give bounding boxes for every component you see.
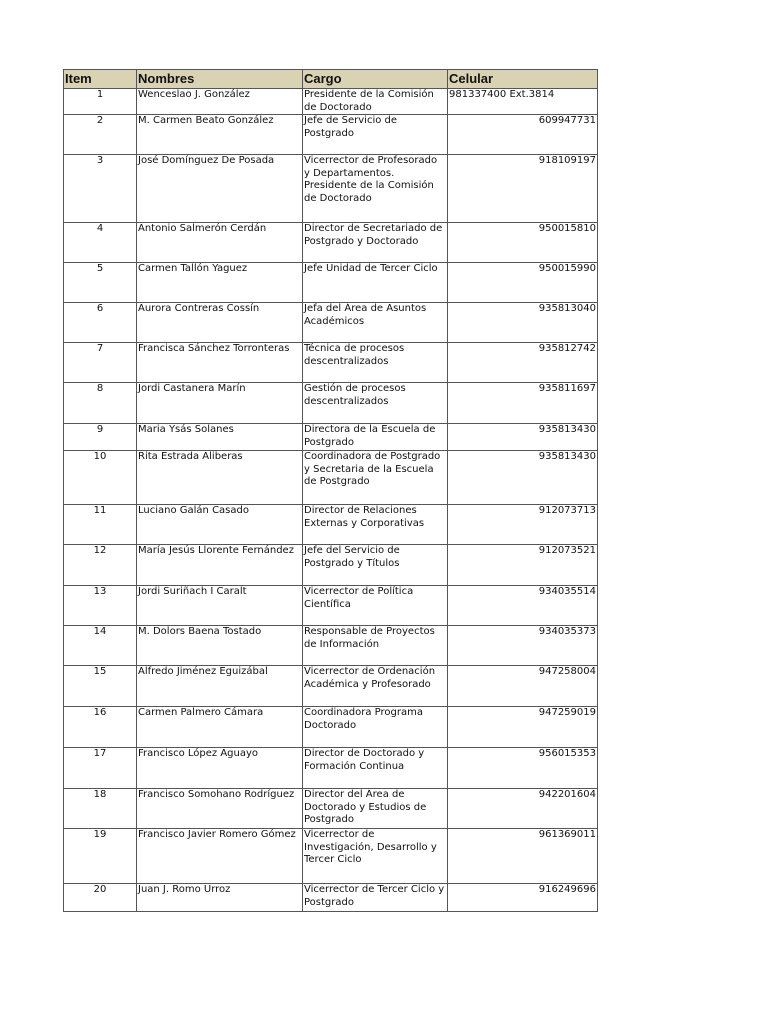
celular-cell: 935813040 <box>448 303 598 343</box>
table-row <box>64 424 598 451</box>
celular-cell: 912073713 <box>448 505 598 545</box>
item-cell: 7 <box>64 343 137 383</box>
contacts-table <box>63 69 598 912</box>
celular-cell: 942201604 <box>448 789 598 829</box>
cargo-cell: Gestión de procesos descentralizados <box>303 383 448 424</box>
table-row <box>64 303 598 343</box>
item-cell: 16 <box>64 707 137 748</box>
celular-cell: 935813430 <box>448 451 598 505</box>
item-cell: 6 <box>64 303 137 343</box>
cargo-cell: Vicerrector de Ordenación Académica y Profesorado <box>303 666 448 707</box>
table-row <box>64 451 598 505</box>
header-celular: Celular <box>448 70 598 89</box>
item-cell: 5 <box>64 263 137 303</box>
table-row <box>64 263 598 303</box>
table-row <box>64 586 598 626</box>
item-cell: 20 <box>64 884 137 912</box>
cargo-cell: Coordinadora de Postgrado y Secretaria de la Escuela de Postgrado <box>303 451 448 505</box>
cargo-cell: Jefe de Servicio de Postgrado <box>303 115 448 155</box>
table-row <box>64 545 598 586</box>
table-row <box>64 884 598 912</box>
item-cell: 4 <box>64 223 137 263</box>
item-cell: 18 <box>64 789 137 829</box>
celular-cell: 912073521 <box>448 545 598 586</box>
item-cell: 2 <box>64 115 137 155</box>
nombres-cell: Carmen Tallón Yaguez <box>137 263 303 303</box>
celular-cell: 961369011 <box>448 829 598 884</box>
cargo-cell: Presidente de la Comisión de Doctorado <box>303 89 448 115</box>
celular-cell: 935813430 <box>448 424 598 451</box>
item-cell: 9 <box>64 424 137 451</box>
table-body <box>64 89 598 912</box>
table-row <box>64 707 598 748</box>
celular-cell: 918109197 <box>448 155 598 223</box>
nombres-cell: Maria Ysás Solanes <box>137 424 303 451</box>
table-row <box>64 666 598 707</box>
cargo-cell: Director de Relaciones Externas y Corporativas <box>303 505 448 545</box>
celular-cell: 950015810 <box>448 223 598 263</box>
table-row <box>64 155 598 223</box>
nombres-cell: José Domínguez De Posada <box>137 155 303 223</box>
cargo-cell: Director del Área de Doctorado y Estudios de Postgrado <box>303 789 448 829</box>
cargo-cell: Vicerrector de Tercer Ciclo y Postgrado <box>303 884 448 912</box>
cargo-cell: Vicerrector de Política Científica <box>303 586 448 626</box>
table-row <box>64 383 598 424</box>
item-cell: 19 <box>64 829 137 884</box>
item-cell: 13 <box>64 586 137 626</box>
item-cell: 11 <box>64 505 137 545</box>
header-row <box>64 70 598 89</box>
header-item: Item <box>64 70 137 89</box>
cargo-cell: Jefe Unidad de Tercer Ciclo <box>303 263 448 303</box>
table-row <box>64 223 598 263</box>
nombres-cell: Francisca Sánchez Torronteras <box>137 343 303 383</box>
nombres-cell: Francisco López Aguayo <box>137 748 303 789</box>
nombres-cell: Francisco Somohano Rodríguez <box>137 789 303 829</box>
cargo-cell: Vicerrector de Profesorado y Departamentos. Presidente de la Comisión de Doctorado <box>303 155 448 223</box>
table-row <box>64 829 598 884</box>
table-row <box>64 626 598 666</box>
celular-cell: 935812742 <box>448 343 598 383</box>
nombres-cell: Aurora Contreras Cossín <box>137 303 303 343</box>
item-cell: 15 <box>64 666 137 707</box>
celular-cell: 934035373 <box>448 626 598 666</box>
nombres-cell: M. Dolors Baena Tostado <box>137 626 303 666</box>
item-cell: 12 <box>64 545 137 586</box>
cargo-cell: Jefe del Servicio de Postgrado y Títulos <box>303 545 448 586</box>
cargo-cell: Coordinadora Programa Doctorado <box>303 707 448 748</box>
celular-cell: 956015353 <box>448 748 598 789</box>
celular-cell: 981337400 Ext.3814 <box>448 89 598 115</box>
nombres-cell: Alfredo Jiménez Eguizábal <box>137 666 303 707</box>
nombres-cell: Jordi Castanera Marín <box>137 383 303 424</box>
cargo-cell: Responsable de Proyectos de Información <box>303 626 448 666</box>
header-cargo: Cargo <box>303 70 448 89</box>
table-row <box>64 505 598 545</box>
cargo-cell: Director de Doctorado y Formación Continua <box>303 748 448 789</box>
item-cell: 10 <box>64 451 137 505</box>
nombres-cell: María Jesús Llorente Fernández <box>137 545 303 586</box>
item-cell: 8 <box>64 383 137 424</box>
nombres-cell: Carmen Palmero Cámara <box>137 707 303 748</box>
table-header <box>64 70 598 89</box>
item-cell: 3 <box>64 155 137 223</box>
nombres-cell: Rita Estrada Aliberas <box>137 451 303 505</box>
nombres-cell: Francisco Javier Romero Gómez <box>137 829 303 884</box>
nombres-cell: Luciano Galán Casado <box>137 505 303 545</box>
cargo-cell: Director de Secretariado de Postgrado y Doctorado <box>303 223 448 263</box>
nombres-cell: Jordi Suriñach I Caralt <box>137 586 303 626</box>
nombres-cell: Juan J. Romo Urroz <box>137 884 303 912</box>
item-cell: 14 <box>64 626 137 666</box>
table-row <box>64 115 598 155</box>
table-row <box>64 789 598 829</box>
item-cell: 1 <box>64 89 137 115</box>
nombres-cell: Antonio Salmerón Cerdán <box>137 223 303 263</box>
cargo-cell: Vicerrector de Investigación, Desarrollo y Tercer Ciclo <box>303 829 448 884</box>
table-row <box>64 343 598 383</box>
table-row <box>64 89 598 115</box>
nombres-cell: Wenceslao J. González <box>137 89 303 115</box>
item-cell: 17 <box>64 748 137 789</box>
header-nombres: Nombres <box>137 70 303 89</box>
nombres-cell: M. Carmen Beato González <box>137 115 303 155</box>
celular-cell: 609947731 <box>448 115 598 155</box>
cargo-cell: Directora de la Escuela de Postgrado <box>303 424 448 451</box>
table-row <box>64 748 598 789</box>
celular-cell: 916249696 <box>448 884 598 912</box>
celular-cell: 947258004 <box>448 666 598 707</box>
cargo-cell: Técnica de procesos descentralizados <box>303 343 448 383</box>
celular-cell: 947259019 <box>448 707 598 748</box>
celular-cell: 934035514 <box>448 586 598 626</box>
cargo-cell: Jefa del Área de Asuntos Académicos <box>303 303 448 343</box>
celular-cell: 935811697 <box>448 383 598 424</box>
celular-cell: 950015990 <box>448 263 598 303</box>
